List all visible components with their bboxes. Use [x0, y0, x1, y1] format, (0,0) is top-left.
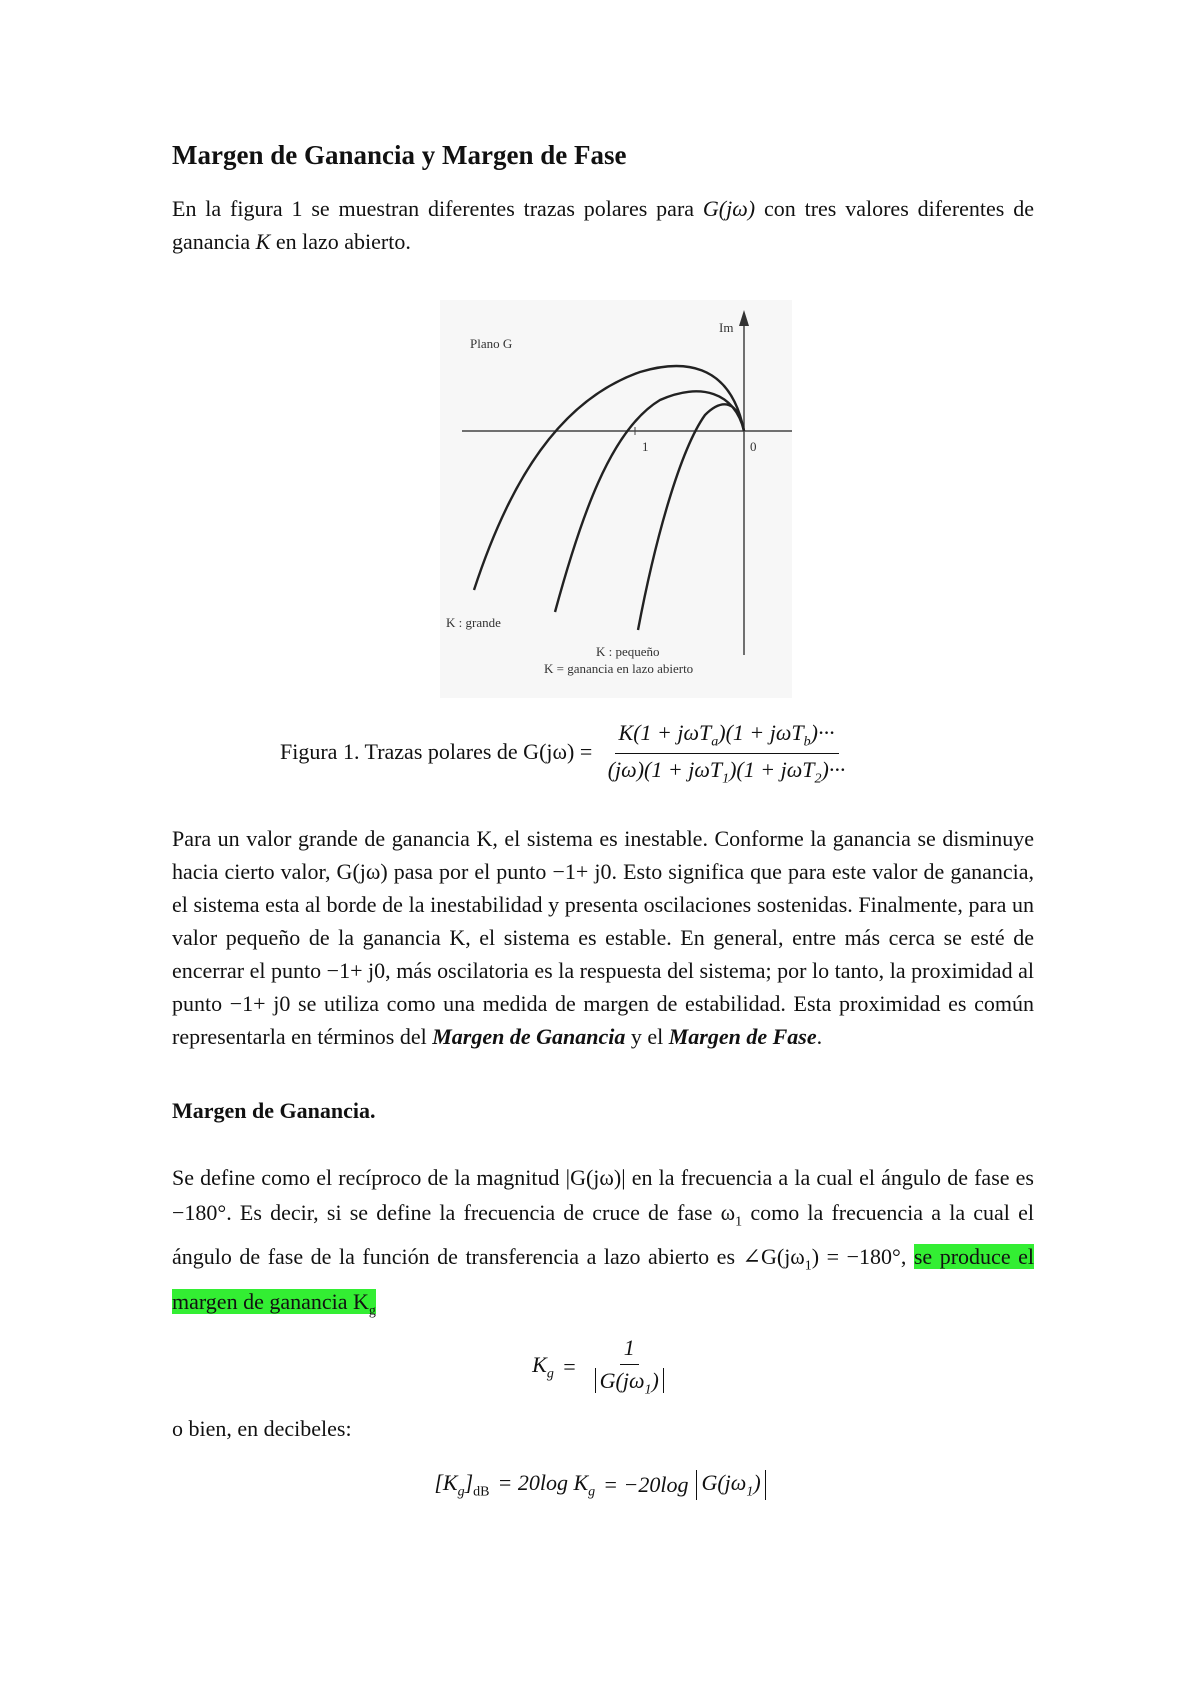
caption-fraction: [604, 720, 850, 788]
den-part-2: )(1 + jωT: [729, 757, 815, 783]
caption-numerator: [615, 720, 839, 754]
body-text: Para un valor grande de ganancia K, el sistema es inestable. Conforme la ganancia se disminuye hacia cierto valor, G(jω) pasa por el punto −1+ j0. Esto significa que para este valor de ganancia, el sistema esta al borde de la inestabilidad y presenta oscilaciones sostenidas. Finalmente, para un valor pequeño de la ganancia K, el sistema es estable. En general, entre más cerca se esté de encerrar el punto −1+ j0, más oscilatoria es la respuesta del sistema; por lo tanto, la proximidad al punto −1+ j0 se utiliza como una medida de margen de estabilidad. Esta proximidad es común representarla en términos del: [172, 826, 1034, 1049]
intro-text-3: en lazo abierto.: [270, 229, 411, 254]
num-part-1: K(1 + jωT: [618, 720, 712, 745]
gain-margin-db-equation: [0, 1470, 1200, 1500]
body-text-end: .: [816, 1024, 823, 1049]
body-emphasis-phase: Margen de Fase: [668, 1024, 817, 1049]
eq1-abs: [595, 1368, 664, 1398]
intro-paragraph: [172, 192, 1034, 258]
num-part-2: )(1 + jωT: [718, 720, 804, 745]
eq2-rhs1: [498, 1470, 596, 1500]
eq2-abs-end: ): [753, 1470, 761, 1495]
k-grande-label: K : grande: [446, 615, 501, 630]
body-text-mid: y el: [625, 1024, 669, 1049]
intro-math-g: G(jω): [702, 196, 756, 221]
eq1-den-sub: 1: [644, 1382, 652, 1398]
def-sub-2: 1: [804, 1258, 812, 1274]
eq1-lhs: [532, 1352, 554, 1382]
num-sub-a: a: [711, 734, 719, 750]
section-heading: Margen de Ganancia.: [172, 1098, 376, 1123]
decibel-intro: o bien, en decibeles:: [172, 1416, 352, 1441]
highlight-sub: g: [368, 1303, 376, 1319]
figure-caption: [280, 720, 849, 788]
eq2-rhs1-sub: g: [588, 1484, 596, 1500]
eq2-rhs2-text: = −20log: [603, 1472, 689, 1498]
eq2-lhs-sub: g: [457, 1484, 465, 1500]
intro-text-1: En la figura 1 se muestran diferentes trazas polares para: [172, 196, 703, 221]
im-label: Im: [719, 320, 734, 335]
caption-prefix: Figura 1. Trazas polares de G(jω) =: [280, 738, 593, 764]
body-paragraph: [172, 822, 1034, 1053]
eq1-numerator: 1: [620, 1335, 639, 1365]
eq2-rhs1-text: = 20log K: [497, 1470, 589, 1495]
definition-paragraph: [172, 1160, 1034, 1328]
eq1-denominator: [591, 1365, 668, 1398]
num-sub-b: b: [803, 734, 811, 750]
page-title: Margen de Ganancia y Margen de Fase: [172, 140, 627, 170]
eq1-fraction: [591, 1335, 668, 1398]
eq1-lhs-sub: g: [546, 1365, 554, 1381]
origin-label: 0: [750, 439, 757, 454]
eq2-lhs-k: [K: [434, 1470, 458, 1495]
eq2-db: dB: [473, 1484, 490, 1500]
minus-one-label: 1: [642, 439, 649, 454]
eq1-den-text: G(jω: [599, 1368, 645, 1393]
body-emphasis-gain: Margen de Ganancia: [432, 1024, 626, 1049]
eq2-abs-text: G(jω: [701, 1470, 747, 1495]
def-text-3: ) = −180°,: [811, 1244, 914, 1270]
k-definition-label: K = ganancia en lazo abierto: [544, 661, 694, 676]
highlight-text: se produce el margen de ganancia K: [172, 1244, 1034, 1314]
eq2-abs-sub: 1: [746, 1484, 754, 1500]
caption-denominator: [604, 754, 850, 787]
eq2-lhs-end: ]: [464, 1470, 474, 1495]
plane-label: Plano G: [470, 336, 513, 351]
den-sub-1: 1: [722, 771, 730, 787]
den-part-1: (jω)(1 + jωT: [607, 757, 723, 783]
k-pequeno-label: K : pequeño: [596, 644, 660, 659]
figure-background: [440, 300, 792, 698]
gain-margin-equation: [0, 1335, 1200, 1398]
eq2-lhs: [434, 1470, 489, 1500]
polar-plot-figure: [440, 300, 792, 698]
eq1-den-end: ): [651, 1368, 659, 1393]
eq2-abs: [696, 1470, 765, 1500]
def-sub-1: 1: [735, 1214, 743, 1230]
den-part-3: )···: [821, 757, 846, 783]
def-text-2: como la frecuencia a la cual el ángulo de fase de la función de transferencia a lazo abierto es ∠G(jω: [172, 1200, 1034, 1270]
eq1-equals: =: [561, 1353, 577, 1379]
num-part-3: )···: [810, 720, 835, 745]
intro-math-k: K: [255, 229, 271, 254]
intro-text-2: con tres valores diferentes de ganancia: [172, 196, 1034, 254]
eq1-lhs-k: K: [532, 1351, 547, 1377]
den-sub-2: 2: [814, 771, 822, 787]
def-text-1: Se define como el recíproco de la magnitud |G(jω)| en la frecuencia a la cual el ángulo de fase es −180°. Es decir, si se define la frecuencia de cruce de fase ω: [172, 1165, 1034, 1225]
